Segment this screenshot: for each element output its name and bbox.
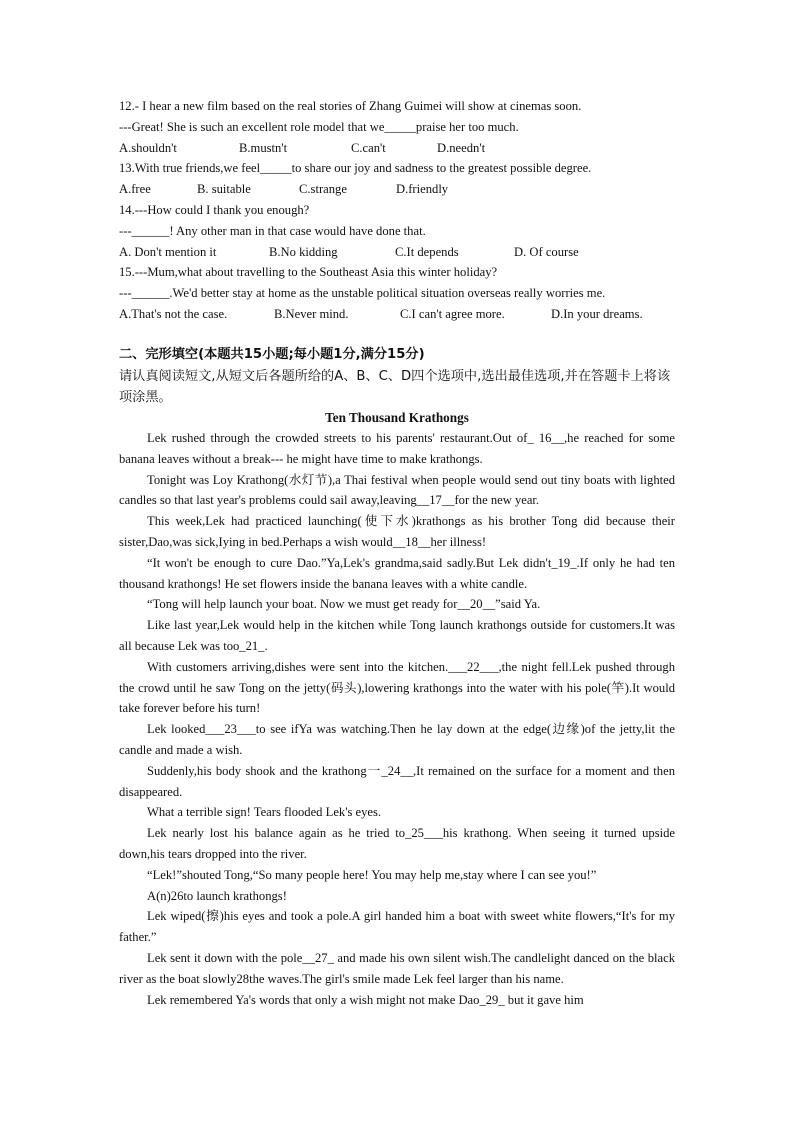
option-b: B. suitable [197, 182, 251, 197]
option-d: D.needn't [437, 140, 486, 155]
section-instruction: 请认真阅读短文,从短文后各题所给的A、B、C、D四个选项中,选出最佳选项,并在答题卡上将该项涂黑。 [119, 369, 671, 405]
question-line: 15.---Mum,what about travelling to the Southeast Asia this winter holiday? [119, 265, 498, 280]
question-line: ---Great! She is such an excellent role model that we_____praise her too much. [119, 119, 519, 134]
option-a: A. Don't mention it [119, 244, 217, 259]
option-b: B.Never mind. [274, 306, 349, 321]
question-line: ---______.We'd better stay at home as the unstable political situation overseas really worries me. [119, 286, 606, 301]
question-13 [119, 158, 675, 200]
question-14 [119, 200, 675, 262]
question-12 [119, 96, 675, 158]
passage-paragraph: A(n)26to launch krathongs! [147, 888, 287, 903]
passage-paragraph: Lek wiped(擦)his eyes and took a pole.A girl handed him a boat with sweet white flowers,“It's for my father.” [119, 909, 675, 945]
option-c: C.can't [351, 140, 386, 155]
option-d: D. Of course [514, 244, 579, 259]
question-options [119, 242, 675, 263]
option-c: C.I can't agree more. [400, 306, 505, 321]
question-line: ---______! Any other man in that case would have done that. [119, 223, 426, 238]
option-a: A.That's not the case. [119, 306, 228, 321]
option-c: C.strange [299, 182, 347, 197]
section-title: 二、完形填空(本题共15小题;每小题1分,满分15分) [119, 347, 425, 362]
passage-paragraph: What a terrible sign! Tears flooded Lek's eyes. [147, 805, 382, 820]
option-a: A.free [119, 182, 151, 197]
passage-paragraph: Lek remembered Ya's words that only a wish might not make Dao_29_ but it gave him [147, 992, 584, 1007]
question-line: 12.- I hear a new film based on the real stories of Zhang Guimei will show at cinemas soon. [119, 99, 582, 113]
passage-paragraph: With customers arriving,dishes were sent into the kitchen.___22___,the night fell.Lek pushed through the crowd until he saw Tong on the jetty(码头),lowering krathongs into the water with his pole(竿).It would take forever before his turn! [119, 659, 675, 716]
question-line: 13.With true friends,we feel_____to share our joy and sadness to the greatest possible degree. [119, 161, 592, 176]
section-2-header [119, 344, 675, 408]
question-line: 14.---How could I thank you enough? [119, 203, 310, 217]
option-b: B.mustn't [239, 140, 288, 155]
option-d: D.friendly [396, 182, 449, 197]
question-options [119, 138, 675, 159]
question-options [119, 304, 675, 325]
option-d: D.In your dreams. [551, 306, 643, 321]
passage-paragraph: Lek looked___23___to see ifYa was watching.Then he lay down at the edge(边缘)of the jetty,lit the candle and made a wish. [119, 722, 675, 757]
passage-paragraph: Suddenly,his body shook and the krathong一_24__,It remained on the surface for a moment and then disappeared. [119, 763, 675, 799]
passage-paragraph: Lek nearly lost his balance again as he tried to_25___his krathong. When seeing it turned upside down,his tears dropped into the river. [119, 826, 675, 861]
passage [119, 407, 675, 1010]
passage-paragraph: “Lek!”shouted Tong,“So many people here! You may help me,stay where I can see you!” [147, 867, 597, 882]
passage-title: Ten Thousand Krathongs [325, 410, 469, 425]
passage-paragraph: Lek sent it down with the pole__27_ and made his own silent wish.The candlelight danced on the black river as the boat slowly28the waves.The girl's smile made Lek feel larger than his name. [119, 950, 675, 986]
passage-paragraph: “It won't be enough to cure Dao.”Ya,Lek's grandma,said sadly.But Lek didn't_19_.If only he had ten thousand krathongs! He set flowers inside the banana leaves with a white candle. [119, 555, 675, 591]
question-15 [119, 262, 675, 324]
option-a: A.shouldn't [119, 140, 177, 155]
passage-paragraph: Tonight was Loy Krathong(水灯节),a Thai festival when people would send out tiny boats with lighted candles so that last year's problems could sail away,leaving__17__for the new year. [119, 472, 675, 508]
passage-paragraph: Lek rushed through the crowded streets to his parents' restaurant.Out of_ 16__,he reached for some banana leaves without a break--- he might have time to make krathongs. [119, 431, 675, 466]
option-b: B.No kidding [269, 244, 338, 259]
option-c: C.It depends [395, 244, 459, 259]
passage-paragraph: “Tong will help launch your boat. Now we must get ready for__20__”said Ya. [147, 597, 541, 612]
passage-paragraph: Like last year,Lek would help in the kitchen while Tong launch krathongs outside for customers.It was all because Lek was too_21_. [119, 618, 675, 653]
passage-paragraph: This week,Lek had practiced launching(使下水)krathongs as his brother Tong did because their sister,Dao,was sick,Iying in bed.Perhaps a wish would__18__her illness! [119, 514, 675, 549]
question-options [119, 179, 675, 200]
